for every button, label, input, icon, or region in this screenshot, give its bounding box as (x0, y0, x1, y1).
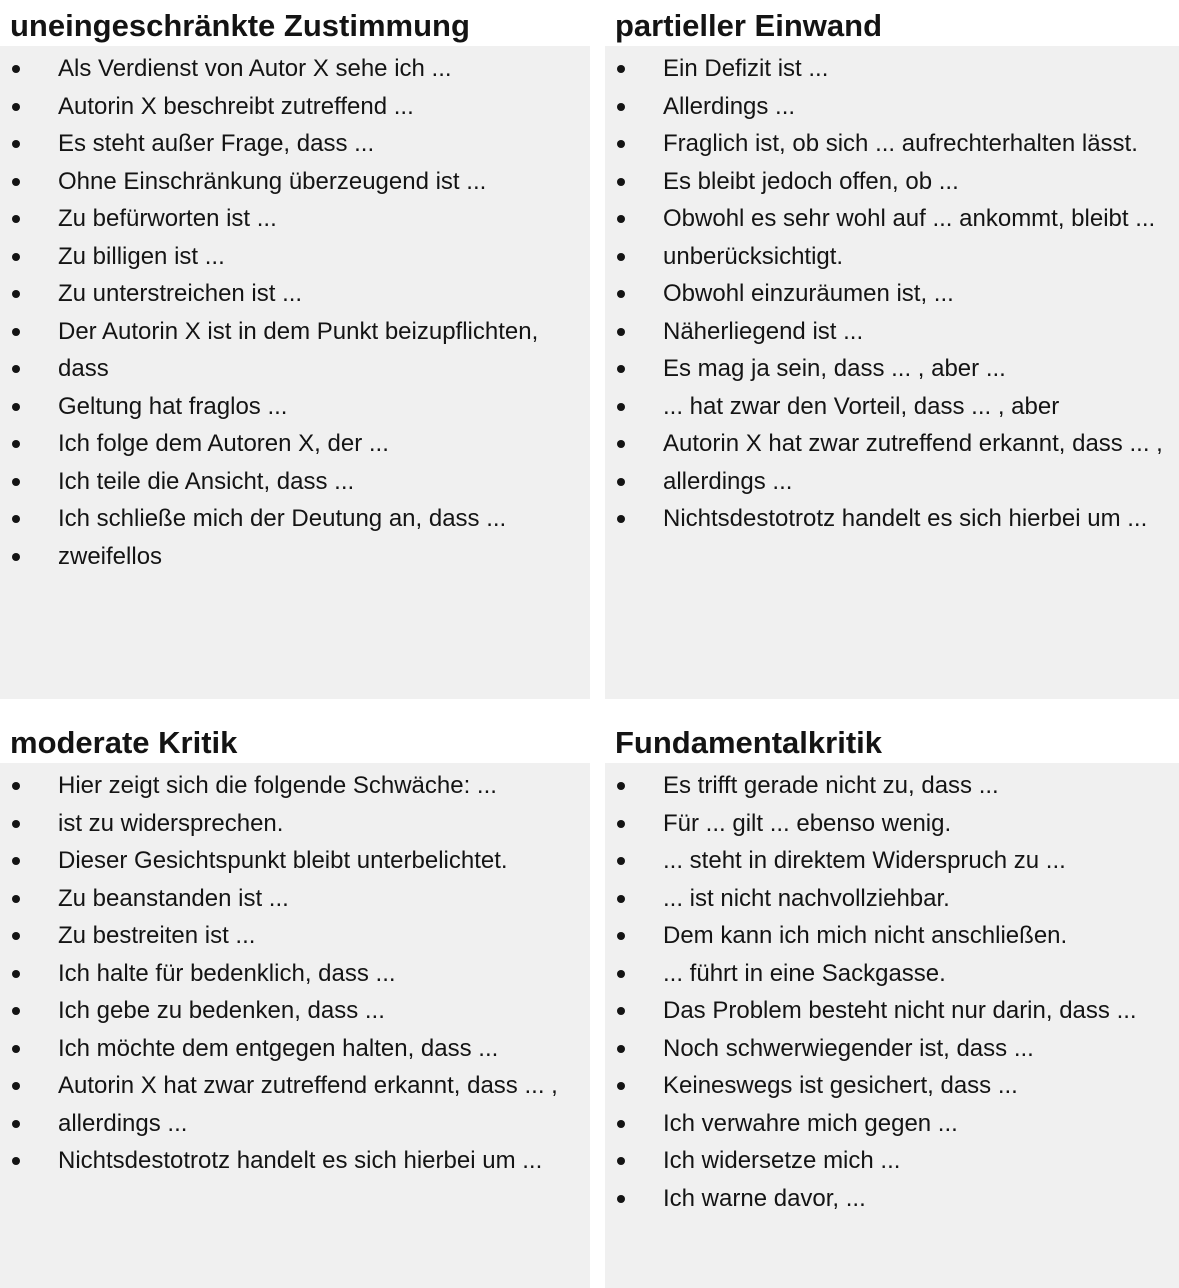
list-item: Nichtsdestotrotz handelt es sich hierbei um ... (0, 1142, 590, 1180)
list-item: zweifellos (0, 538, 590, 576)
list-item: Allerdings ... (605, 88, 1179, 126)
list-item: Noch schwerwiegender ist, dass ... (605, 1030, 1179, 1068)
list-item: Geltung hat fraglos ... (0, 388, 590, 426)
list-item: Ich gebe zu bedenken, dass ... (0, 992, 590, 1030)
list-item: Autorin X beschreibt zutreffend ... (0, 88, 590, 126)
list-item: Ich schließe mich der Deutung an, dass ... (0, 500, 590, 538)
list-item: Ein Defizit ist ... (605, 50, 1179, 88)
list-item: ... hat zwar den Vorteil, dass ... , aber (605, 388, 1179, 426)
list-item: Das Problem besteht nicht nur darin, dass ... (605, 992, 1179, 1030)
list-item: Es trifft gerade nicht zu, dass ... (605, 767, 1179, 805)
list-item: Autorin X hat zwar zutreffend erkannt, dass ... , (605, 425, 1179, 463)
list-item: Ich verwahre mich gegen ... (605, 1105, 1179, 1143)
list-item: Ich widersetze mich ... (605, 1142, 1179, 1180)
list-item: dass (0, 350, 590, 388)
list-item: Es steht außer Frage, dass ... (0, 125, 590, 163)
list-item: Nichtsdestotrotz handelt es sich hierbei um ... (605, 500, 1179, 538)
section-body (0, 763, 590, 1288)
section-body (605, 46, 1179, 699)
list-item: ... führt in eine Sackgasse. (605, 955, 1179, 993)
list-item: ist zu widersprechen. (0, 805, 590, 843)
section-partieller-einwand (605, 0, 1179, 699)
list-item: Obwohl einzuräumen ist, ... (605, 275, 1179, 313)
list-item: Ohne Einschränkung überzeugend ist ... (0, 163, 590, 201)
section-body (605, 763, 1179, 1288)
section-body (0, 46, 590, 699)
list-item: ... steht in direktem Widerspruch zu ... (605, 842, 1179, 880)
list-item: Fraglich ist, ob sich ... aufrechterhalten lässt. (605, 125, 1179, 163)
list-item: allerdings ... (0, 1105, 590, 1143)
section-uneingeschraenkte-zustimmung (0, 0, 590, 699)
phrase-list (605, 767, 1179, 1217)
list-item: unberücksichtigt. (605, 238, 1179, 276)
section-moderate-kritik (0, 717, 590, 1288)
list-item: Näherliegend ist ... (605, 313, 1179, 351)
phrase-list (605, 50, 1179, 538)
list-item: Zu beanstanden ist ... (0, 880, 590, 918)
section-title: moderate Kritik (0, 717, 590, 763)
list-item: Zu billigen ist ... (0, 238, 590, 276)
phrase-list (0, 50, 590, 575)
list-item: Hier zeigt sich die folgende Schwäche: ... (0, 767, 590, 805)
section-title: Fundamentalkritik (605, 717, 1179, 763)
list-item: Autorin X hat zwar zutreffend erkannt, dass ... , (0, 1067, 590, 1105)
section-fundamentalkritik (605, 717, 1179, 1288)
list-item: Ich warne davor, ... (605, 1180, 1179, 1218)
list-item: Zu bestreiten ist ... (0, 917, 590, 955)
list-item: Es mag ja sein, dass ... , aber ... (605, 350, 1179, 388)
list-item: Für ... gilt ... ebenso wenig. (605, 805, 1179, 843)
list-item: Obwohl es sehr wohl auf ... ankommt, bleibt ... (605, 200, 1179, 238)
list-item: Zu unterstreichen ist ... (0, 275, 590, 313)
list-item: allerdings ... (605, 463, 1179, 501)
section-title: partieller Einwand (605, 0, 1179, 46)
list-item: Ich halte für bedenklich, dass ... (0, 955, 590, 993)
list-item: Ich teile die Ansicht, dass ... (0, 463, 590, 501)
phrase-list (0, 767, 590, 1180)
list-item: Dem kann ich mich nicht anschließen. (605, 917, 1179, 955)
section-title: uneingeschränkte Zustimmung (0, 0, 590, 46)
list-item: Zu befürworten ist ... (0, 200, 590, 238)
list-item: Keineswegs ist gesichert, dass ... (605, 1067, 1179, 1105)
list-item: ... ist nicht nachvollziehbar. (605, 880, 1179, 918)
list-item: Es bleibt jedoch offen, ob ... (605, 163, 1179, 201)
list-item: Der Autorin X ist in dem Punkt beizupflichten, (0, 313, 590, 351)
list-item: Als Verdienst von Autor X sehe ich ... (0, 50, 590, 88)
list-item: Dieser Gesichtspunkt bleibt unterbelichtet. (0, 842, 590, 880)
list-item: Ich möchte dem entgegen halten, dass ... (0, 1030, 590, 1068)
list-item: Ich folge dem Autoren X, der ... (0, 425, 590, 463)
